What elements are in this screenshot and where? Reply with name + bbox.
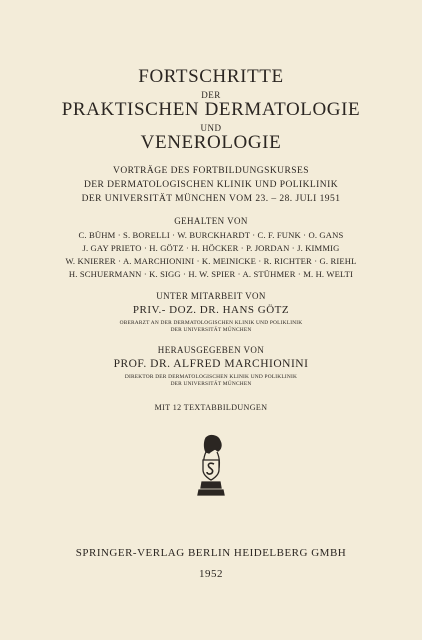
authors-line-4: H. SCHUERMANN · K. SIGG · H. W. SPIER · A. STÜHMER · M. H. WELTI xyxy=(68,269,354,279)
mitarbeit-role-2: DER UNIVERSITÄT MÜNCHEN xyxy=(170,327,252,333)
title-und: UND xyxy=(200,123,222,133)
publication-year: 1952 xyxy=(199,568,223,580)
mitarbeit-label: UNTER MITARBEIT VON xyxy=(156,291,266,301)
title-line-1: FORTSCHRITTE xyxy=(138,66,284,87)
title-line-2: PRAKTISCHEN DERMATOLOGIE xyxy=(61,99,361,120)
subtitle-line-3: DER UNIVERSITÄT MÜNCHEN VOM 23. – 28. JULI 1951 xyxy=(81,194,341,204)
herausgeber-label: HERAUSGEGEBEN VON xyxy=(157,345,265,355)
title-der: DER xyxy=(201,90,221,100)
herausgeber-role-2: DER UNIVERSITÄT MÜNCHEN xyxy=(170,381,252,387)
herausgeber-role-1: DIREKTOR DER DERMATOLOGISCHEN KLINIK UND POLIKLINIK xyxy=(124,374,298,380)
subtitle-line-1: VORTRÄGE DES FORTBILDUNGSKURSES xyxy=(113,166,309,176)
subtitle-line-2: DER DERMATOLOGISCHEN KLINIK UND POLIKLINIK xyxy=(83,180,339,190)
mitarbeit-role-1: OBERARZT AN DER DERMATOLOGISCHEN KLINIK UND POLIKLINIK xyxy=(119,320,303,326)
springer-knight-logo-icon xyxy=(194,432,228,498)
herausgeber-name: PROF. DR. ALFRED MARCHIONINI xyxy=(113,358,309,370)
mitarbeit-name: PRIV.- DOZ. DR. HANS GÖTZ xyxy=(132,304,290,316)
publisher-line: SPRINGER-VERLAG BERLIN HEIDELBERG GMBH xyxy=(75,547,347,559)
authors-line-2: J. GAY PRIETO · H. GÖTZ · H. HÖCKER · P. JORDAN · J. KIMMIG xyxy=(82,243,340,253)
illustrations-note: MIT 12 TEXTABBILDUNGEN xyxy=(154,403,268,412)
authors-line-1: C. BÜHM · S. BORELLI · W. BURCKHARDT · C. F. FUNK · O. GANS xyxy=(78,230,344,240)
authors-line-3: W. KNIERER · A. MARCHIONINI · K. MEINICKE · R. RICHTER · G. RIEHL xyxy=(65,256,357,266)
title-line-3: VENEROLOGIE xyxy=(140,132,282,153)
gehalten-label: GEHALTEN VON xyxy=(174,216,248,226)
